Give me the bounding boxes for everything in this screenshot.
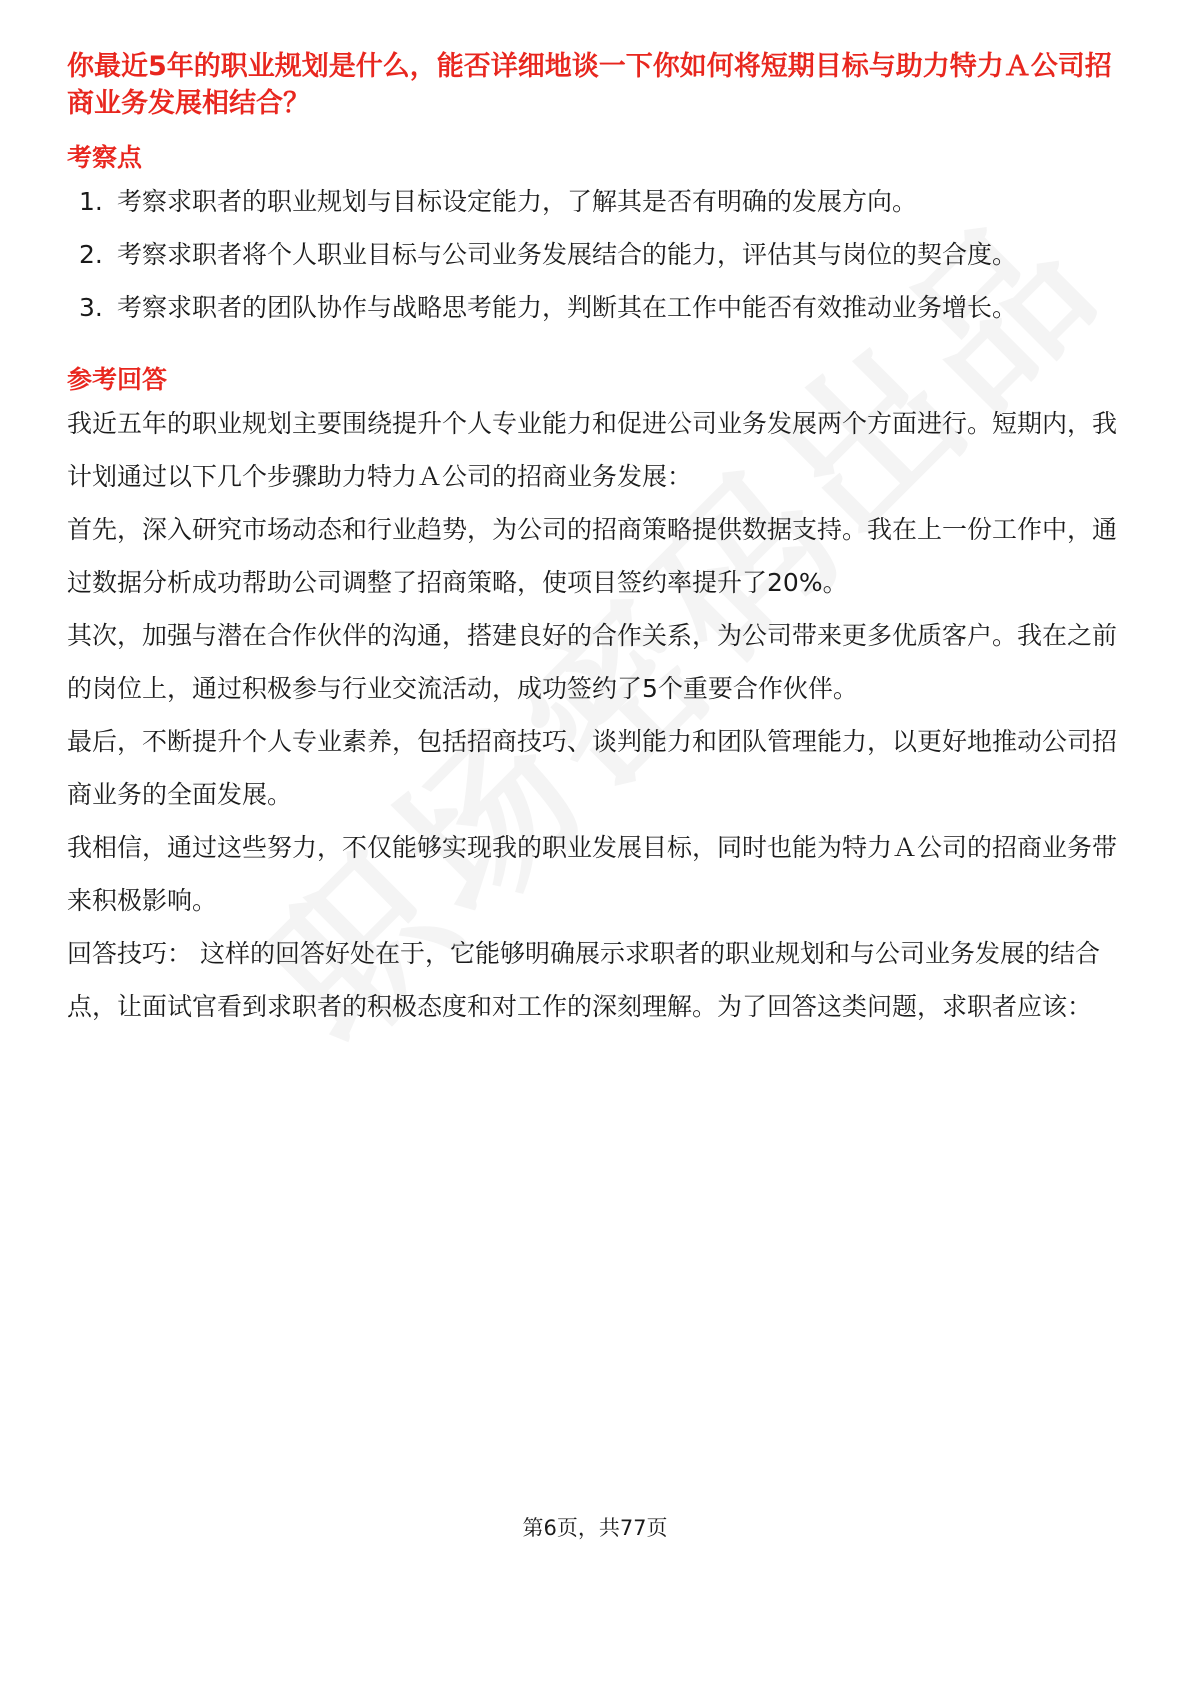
list-item-text: 考察求职者将个人职业目标与公司业务发展结合的能力，评估其与岗位的契合度。: [117, 240, 1018, 269]
page-content: [67, 48, 1127, 1033]
question-heading: 你最近5年的职业规划是什么，能否详细地谈一下你如何将短期目标与助力特力Ａ公司招商业务发展相结合？: [67, 51, 1112, 119]
answer-paragraph-second: 其次，加强与潜在合作伙伴的沟通，搭建良好的合作关系，为公司带来更多优质客户。我在之前的岗位上，通过积极参与行业交流活动，成功签约了5个重要合作伙伴。: [67, 621, 1118, 703]
list-item-number: 2.: [79, 240, 103, 269]
points-list: [67, 175, 1127, 334]
answer-paragraph-conclusion: 我相信，通过这些努力，不仅能够实现我的职业发展目标，同时也能为特力Ａ公司的招商业务带来积极影响。: [67, 833, 1118, 915]
answer-section-title: 参考回答: [67, 365, 168, 394]
list-item: [67, 281, 1127, 334]
list-item-text: 考察求职者的团队协作与战略思考能力，判断其在工作中能否有效推动业务增长。: [117, 293, 1018, 322]
list-item: [67, 175, 1127, 228]
answer-paragraph-first: 首先，深入研究市场动态和行业趋势，为公司的招商策略提供数据支持。我在上一份工作中，通过数据分析成功帮助公司调整了招商策略，使项目签约率提升了20%。: [67, 515, 1118, 597]
answer-paragraph-intro: 我近五年的职业规划主要围绕提升个人专业能力和促进公司业务发展两个方面进行。短期内，我计划通过以下几个步骤助力特力Ａ公司的招商业务发展：: [67, 409, 1118, 491]
answer-tips-paragraph: 回答技巧： 这样的回答好处在于，它能够明确展示求职者的职业规划和与公司业务发展的结合点，让面试官看到求职者的积极态度和对工作的深刻理解。为了回答这类问题，求职者应该：: [67, 939, 1100, 1021]
list-item: [67, 228, 1127, 281]
list-item-number: 1.: [79, 187, 103, 216]
list-item-number: 3.: [79, 293, 103, 322]
points-section-title: 考察点: [67, 143, 143, 172]
page-number-footer: 第6页，共77页: [522, 1516, 668, 1540]
answer-paragraph-last: 最后，不断提升个人专业素养，包括招商技巧、谈判能力和团队管理能力，以更好地推动公司招商业务的全面发展。: [67, 727, 1118, 809]
list-item-text: 考察求职者的职业规划与目标设定能力，了解其是否有明确的发展方向。: [117, 187, 918, 216]
